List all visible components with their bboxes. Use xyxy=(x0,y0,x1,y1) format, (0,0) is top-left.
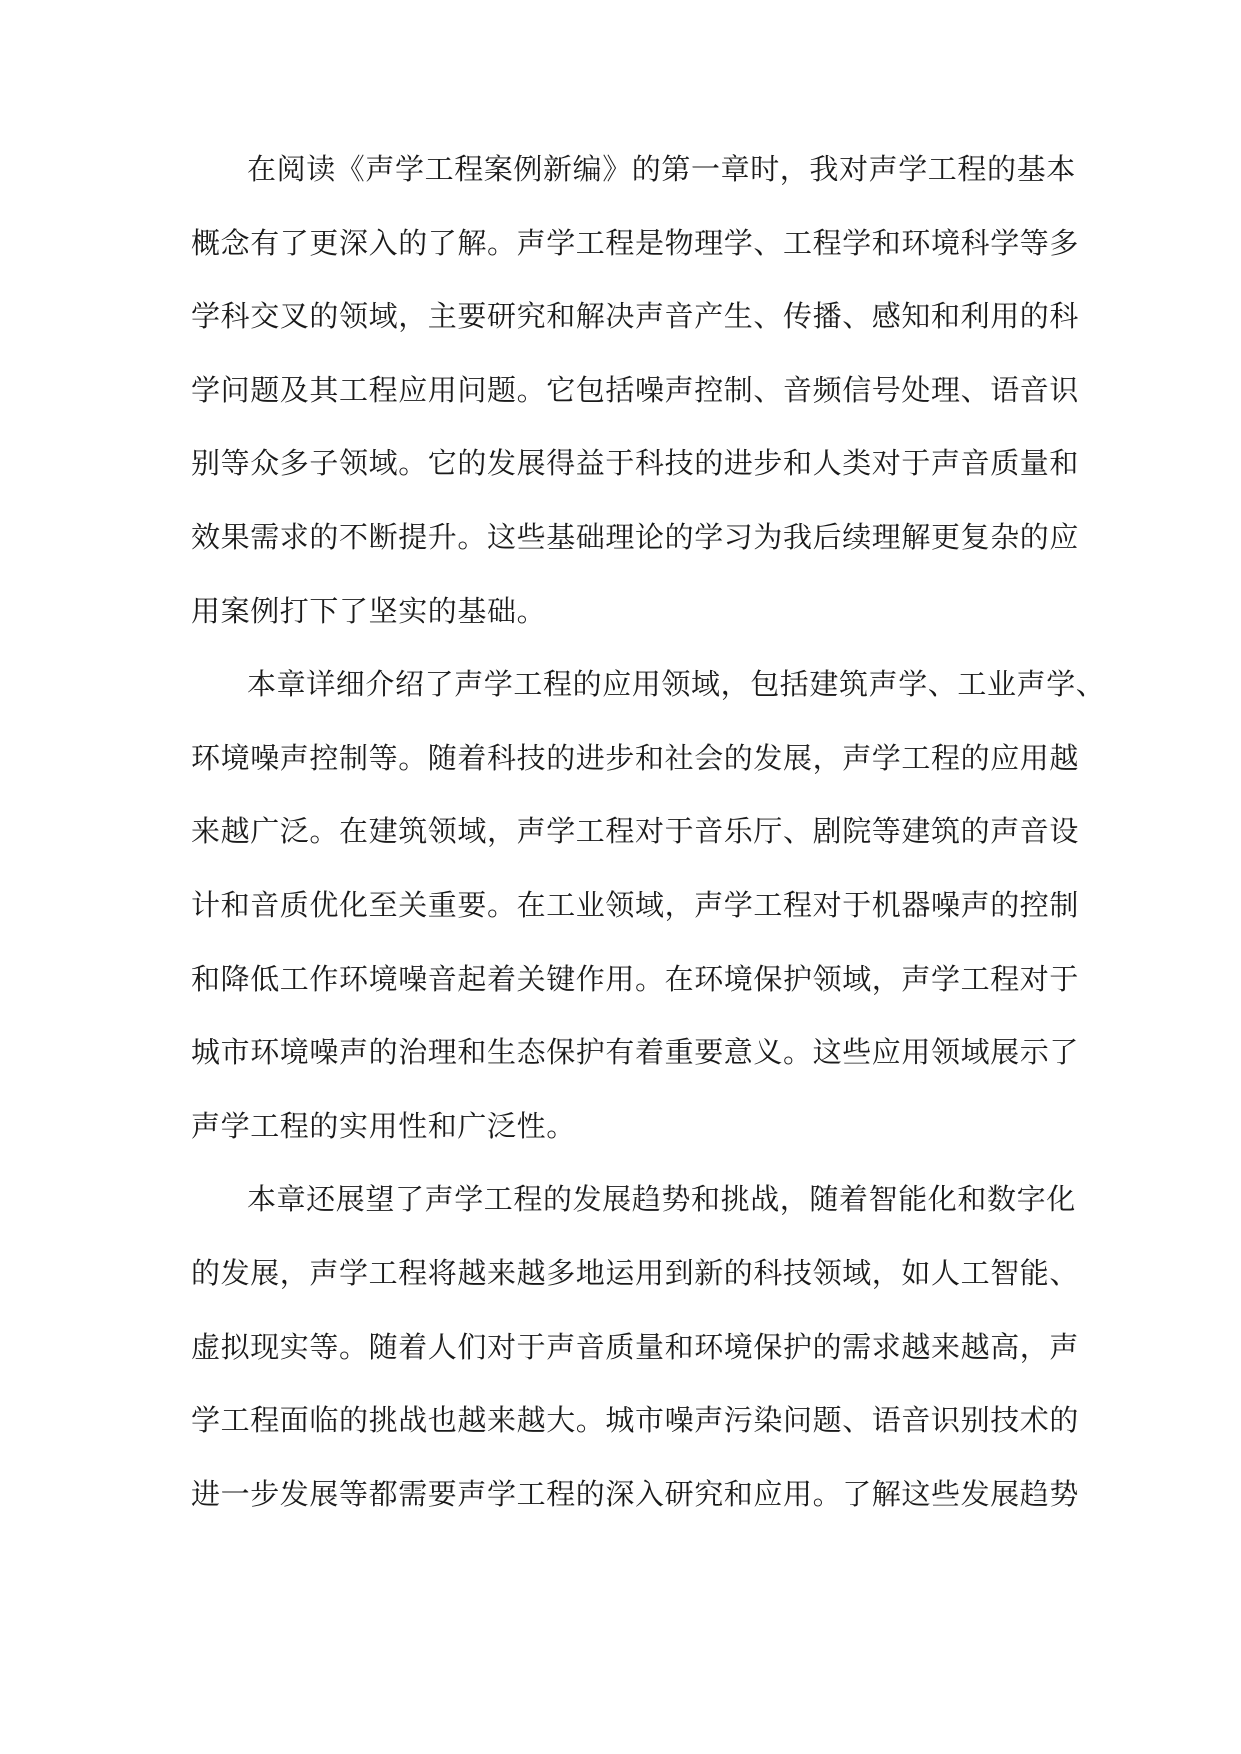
text-line: 城市环境噪声的治理和生态保护有着重要意义。这些应用领域展示了 xyxy=(191,1035,1080,1070)
text-line: 用案例打下了坚实的基础。 xyxy=(191,593,547,628)
text-line: 本章还展望了声学工程的发展趋势和挑战，随着智能化和数字化 xyxy=(247,1182,1076,1217)
text-line: 虚拟现实等。随着人们对于声音质量和环境保护的需求越来越高，声 xyxy=(191,1329,1080,1364)
text-line: 学工程面临的挑战也越来越大。城市噪声污染问题、语音识别技术的 xyxy=(191,1403,1080,1438)
text-line: 来越广泛。在建筑领域，声学工程对于音乐厅、剧院等建筑的声音设 xyxy=(191,814,1080,849)
text-line: 别等众多子领域。它的发展得益于科技的进步和人类对于声音质量和 xyxy=(191,446,1080,481)
text-line: 的发展，声学工程将越来越多地运用到新的科技领域，如人工智能、 xyxy=(191,1255,1080,1290)
text-line: 声学工程的实用性和广泛性。 xyxy=(191,1108,576,1143)
text-line: 和降低工作环境噪音起着关键作用。在环境保护领域，声学工程对于 xyxy=(191,961,1080,996)
paragraph-3 xyxy=(191,1174,1080,1542)
text-line: 本章详细介绍了声学工程的应用领域，包括建筑声学、工业声学、 xyxy=(247,667,1106,702)
body-text xyxy=(191,144,1106,1542)
text-line: 概念有了更深入的了解。声学工程是物理学、工程学和环境科学等多 xyxy=(191,225,1080,260)
text-line: 环境噪声控制等。随着科技的进步和社会的发展，声学工程的应用越 xyxy=(191,740,1080,775)
text-line: 计和音质优化至关重要。在工业领域，声学工程对于机器噪声的控制 xyxy=(191,887,1080,922)
text-line: 在阅读《声学工程案例新编》的第一章时，我对声学工程的基本 xyxy=(247,152,1076,186)
paragraph-1 xyxy=(191,144,1080,659)
text-line: 进一步发展等都需要声学工程的深入研究和应用。了解这些发展趋势 xyxy=(191,1476,1080,1511)
paragraph-2 xyxy=(191,659,1106,1174)
text-line: 效果需求的不断提升。这些基础理论的学习为我后续理解更复杂的应 xyxy=(191,519,1080,554)
text-line: 学问题及其工程应用问题。它包括噪声控制、音频信号处理、语音识 xyxy=(191,372,1080,407)
text-line: 学科交叉的领域，主要研究和解决声音产生、传播、感知和利用的科 xyxy=(191,299,1080,334)
